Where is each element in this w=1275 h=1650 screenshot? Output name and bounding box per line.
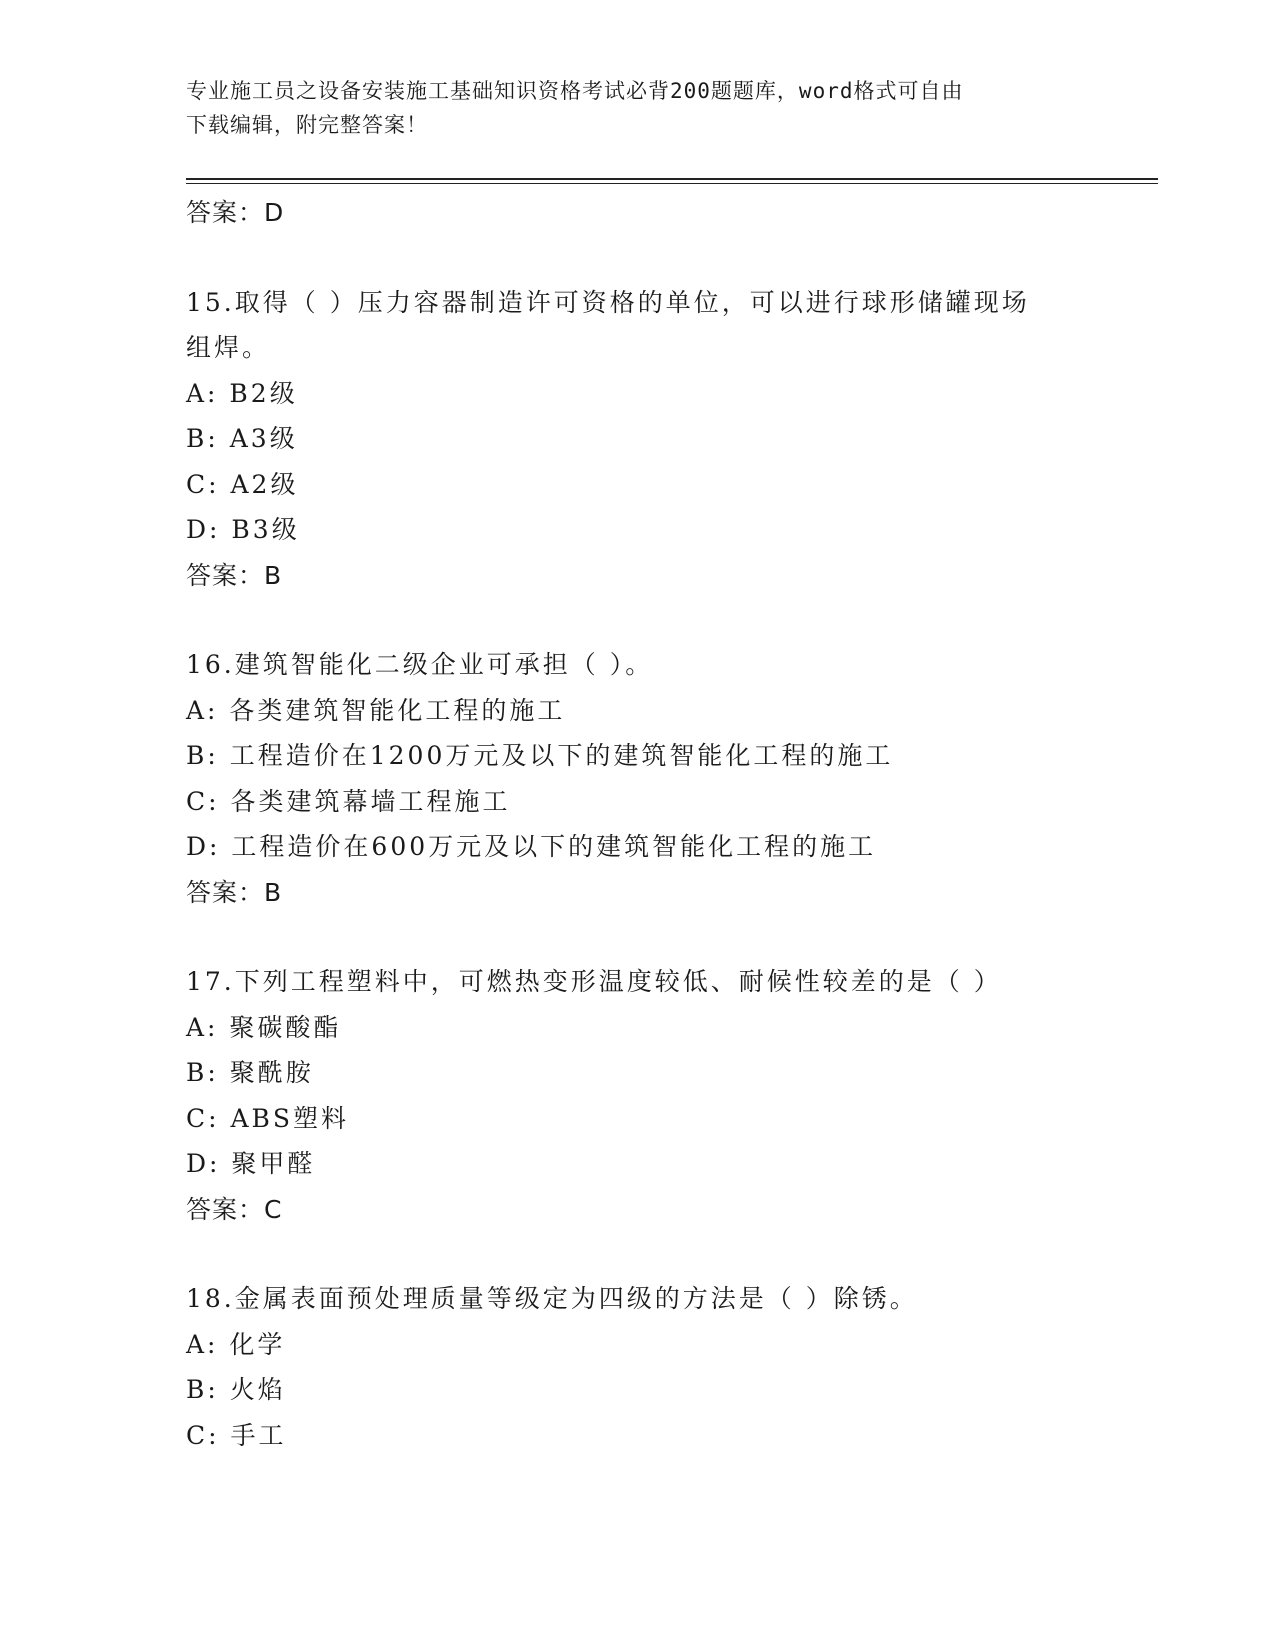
header-rule-thin [186, 183, 1158, 184]
question-stem: 17.下列工程塑料中，可燃热变形温度较低、耐候性较差的是（ ） [186, 967, 1002, 996]
answer-line: 答案：B [186, 560, 283, 590]
option-b: B: A3级 [186, 424, 298, 453]
header-line-1: 专业施工员之设备安装施工基础知识资格考试必背200题题库，word格式可自由 [186, 79, 964, 103]
question-15 [186, 280, 1158, 599]
header-rule-thick [186, 178, 1158, 180]
option-d: D: 聚甲醛 [186, 1149, 316, 1178]
question-17 [186, 959, 1158, 1232]
question-stem: 16.建筑智能化二级企业可承担（ ）。 [186, 650, 654, 679]
question-stem: 组焊。 [186, 333, 271, 362]
question-stem: 15.取得（ ）压力容器制造许可资格的单位，可以进行球形储罐现场 [186, 287, 1030, 317]
question-list [186, 190, 1158, 1458]
option-a: A: 聚碳酸酯 [186, 1012, 342, 1042]
document-page [186, 0, 1166, 1650]
option-a: A: 各类建筑智能化工程的施工 [186, 695, 566, 725]
option-b: B: 工程造价在1200万元及以下的建筑智能化工程的施工 [186, 741, 894, 770]
option-c: C: A2级 [186, 469, 299, 499]
option-d: D: B3级 [186, 515, 300, 544]
option-c: C: ABS塑料 [186, 1103, 350, 1133]
option-a: A: B2级 [186, 378, 298, 408]
answer-line: 答案：D [186, 198, 285, 227]
option-b: B: 火焰 [186, 1375, 286, 1404]
document-header [186, 74, 1086, 142]
header-line-2: 下载编辑，附完整答案！ [186, 113, 428, 137]
question-16 [186, 642, 1158, 915]
option-c: C: 手工 [186, 1420, 287, 1450]
option-a: A: 化学 [186, 1329, 286, 1359]
question-stem: 18.金属表面预处理质量等级定为四级的方法是（ ）除锈。 [186, 1284, 918, 1313]
option-c: C: 各类建筑幕墙工程施工 [186, 786, 511, 816]
answer-line: 答案：B [186, 877, 283, 907]
question-18 [186, 1276, 1158, 1458]
option-b: B: 聚酰胺 [186, 1058, 314, 1087]
option-d: D: 工程造价在600万元及以下的建筑智能化工程的施工 [186, 832, 877, 861]
answer-line: 答案：C [186, 1194, 283, 1224]
